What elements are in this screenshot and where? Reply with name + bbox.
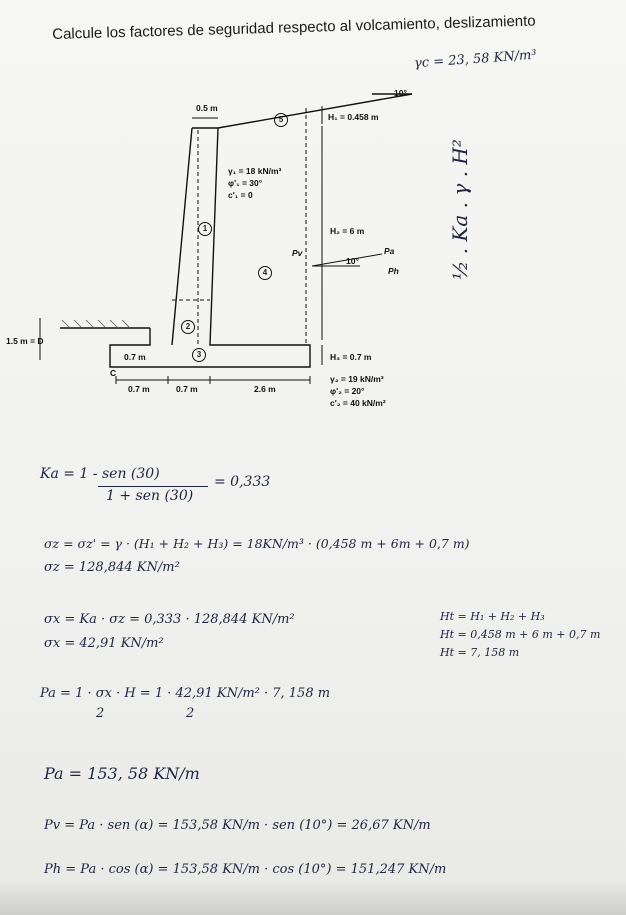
section-2-marker: 2 xyxy=(181,320,195,334)
ka-fraction-bar xyxy=(98,486,208,487)
sigma-z-result: σz = 128,844 KN/m² xyxy=(44,560,180,575)
slope-angle-label: 10° xyxy=(394,88,407,98)
top-width-label: 0.5 m xyxy=(196,103,218,113)
toe-height-label: 0.7 m xyxy=(124,352,146,362)
side-formula-note: ½ . Ka . γ . H² xyxy=(448,139,472,280)
section-1-marker: 1 xyxy=(198,222,212,236)
pa-denom-1: 2 xyxy=(96,706,105,721)
ht-line2: Ht = 0,458 m + 6 m + 0,7 m xyxy=(440,628,601,641)
soil1-gamma: γ₁ = 18 kN/m³ xyxy=(228,166,282,176)
gamma-concrete-note: γc = 23, 58 KN/m³ xyxy=(413,47,538,72)
section-4-marker: 4 xyxy=(258,266,272,280)
pa-denom-2: 2 xyxy=(186,706,195,721)
retaining-wall-diagram xyxy=(0,0,626,440)
problem-title: Calcule los factores de seguridad respecto al volcamiento, deslizamiento xyxy=(52,12,536,43)
ka-line1: Ka = 1 - sen (30) xyxy=(40,466,160,482)
stem-front-face xyxy=(172,128,192,345)
pv-line: Pv = Pa · sen (α) = 153,58 KN/m · sen (10°) = 26,67 KN/m xyxy=(44,818,431,833)
pa-angle-label: 10° xyxy=(346,256,359,266)
pa-label: Pa xyxy=(384,246,395,256)
bottom-dim-1: 0.7 m xyxy=(128,384,150,394)
ht-line1: Ht = H₁ + H₂ + H₃ xyxy=(440,610,545,623)
point-c-label: C xyxy=(110,368,117,378)
section-3-marker: 3 xyxy=(192,348,206,362)
sigma-x-result: σx = 42,91 KN/m² xyxy=(44,636,164,651)
soil1-c: c'₁ = 0 xyxy=(228,190,253,200)
soil2-c: c'₂ = 40 kN/m² xyxy=(330,398,386,408)
soil2-gamma: γ₂ = 19 kN/m³ xyxy=(330,374,384,384)
bottom-dim-2: 0.7 m xyxy=(176,384,198,394)
ka-result: = 0,333 xyxy=(214,474,271,490)
backfill-slope xyxy=(218,94,412,128)
pv-label: Pv xyxy=(292,248,303,258)
h1-label: H₁ = 0.458 m xyxy=(328,112,379,122)
soil2-phi: φ'₂ = 20° xyxy=(330,386,365,396)
h3-label: H₃ = 0.7 m xyxy=(330,352,372,362)
soil1-phi: φ'₁ = 30° xyxy=(228,178,263,188)
bottom-dim-3: 2.6 m xyxy=(254,384,276,394)
h2-label: H₂ = 6 m xyxy=(330,226,365,236)
ground-hatching xyxy=(62,320,130,328)
pa-result: Pa = 153, 58 KN/m xyxy=(44,764,200,783)
wall-outline xyxy=(110,128,310,367)
ph-label: Ph xyxy=(388,266,399,276)
ka-line2: 1 + sen (30) xyxy=(106,488,194,504)
depth-label: 1.5 m = D xyxy=(6,336,44,346)
page-bottom-shadow xyxy=(0,880,626,915)
sigma-x-line: σx = Ka · σz = 0,333 · 128,844 KN/m² xyxy=(44,612,295,627)
ph-line-eq: Ph = Pa · cos (α) = 153,58 KN/m · cos (10°) = 151,247 KN/m xyxy=(44,862,447,877)
pa-line: Pa = 1 · σx · H = 1 · 42,91 KN/m² · 7, 158 m xyxy=(40,686,331,701)
ht-line3: Ht = 7, 158 m xyxy=(440,646,520,659)
sigma-z-line: σz = σz' = γ · (H₁ + H₂ + H₃) = 18KN/m³ · (0,458 m + 6m + 0,7 m) xyxy=(44,536,470,551)
section-5-marker: 5 xyxy=(274,113,288,127)
